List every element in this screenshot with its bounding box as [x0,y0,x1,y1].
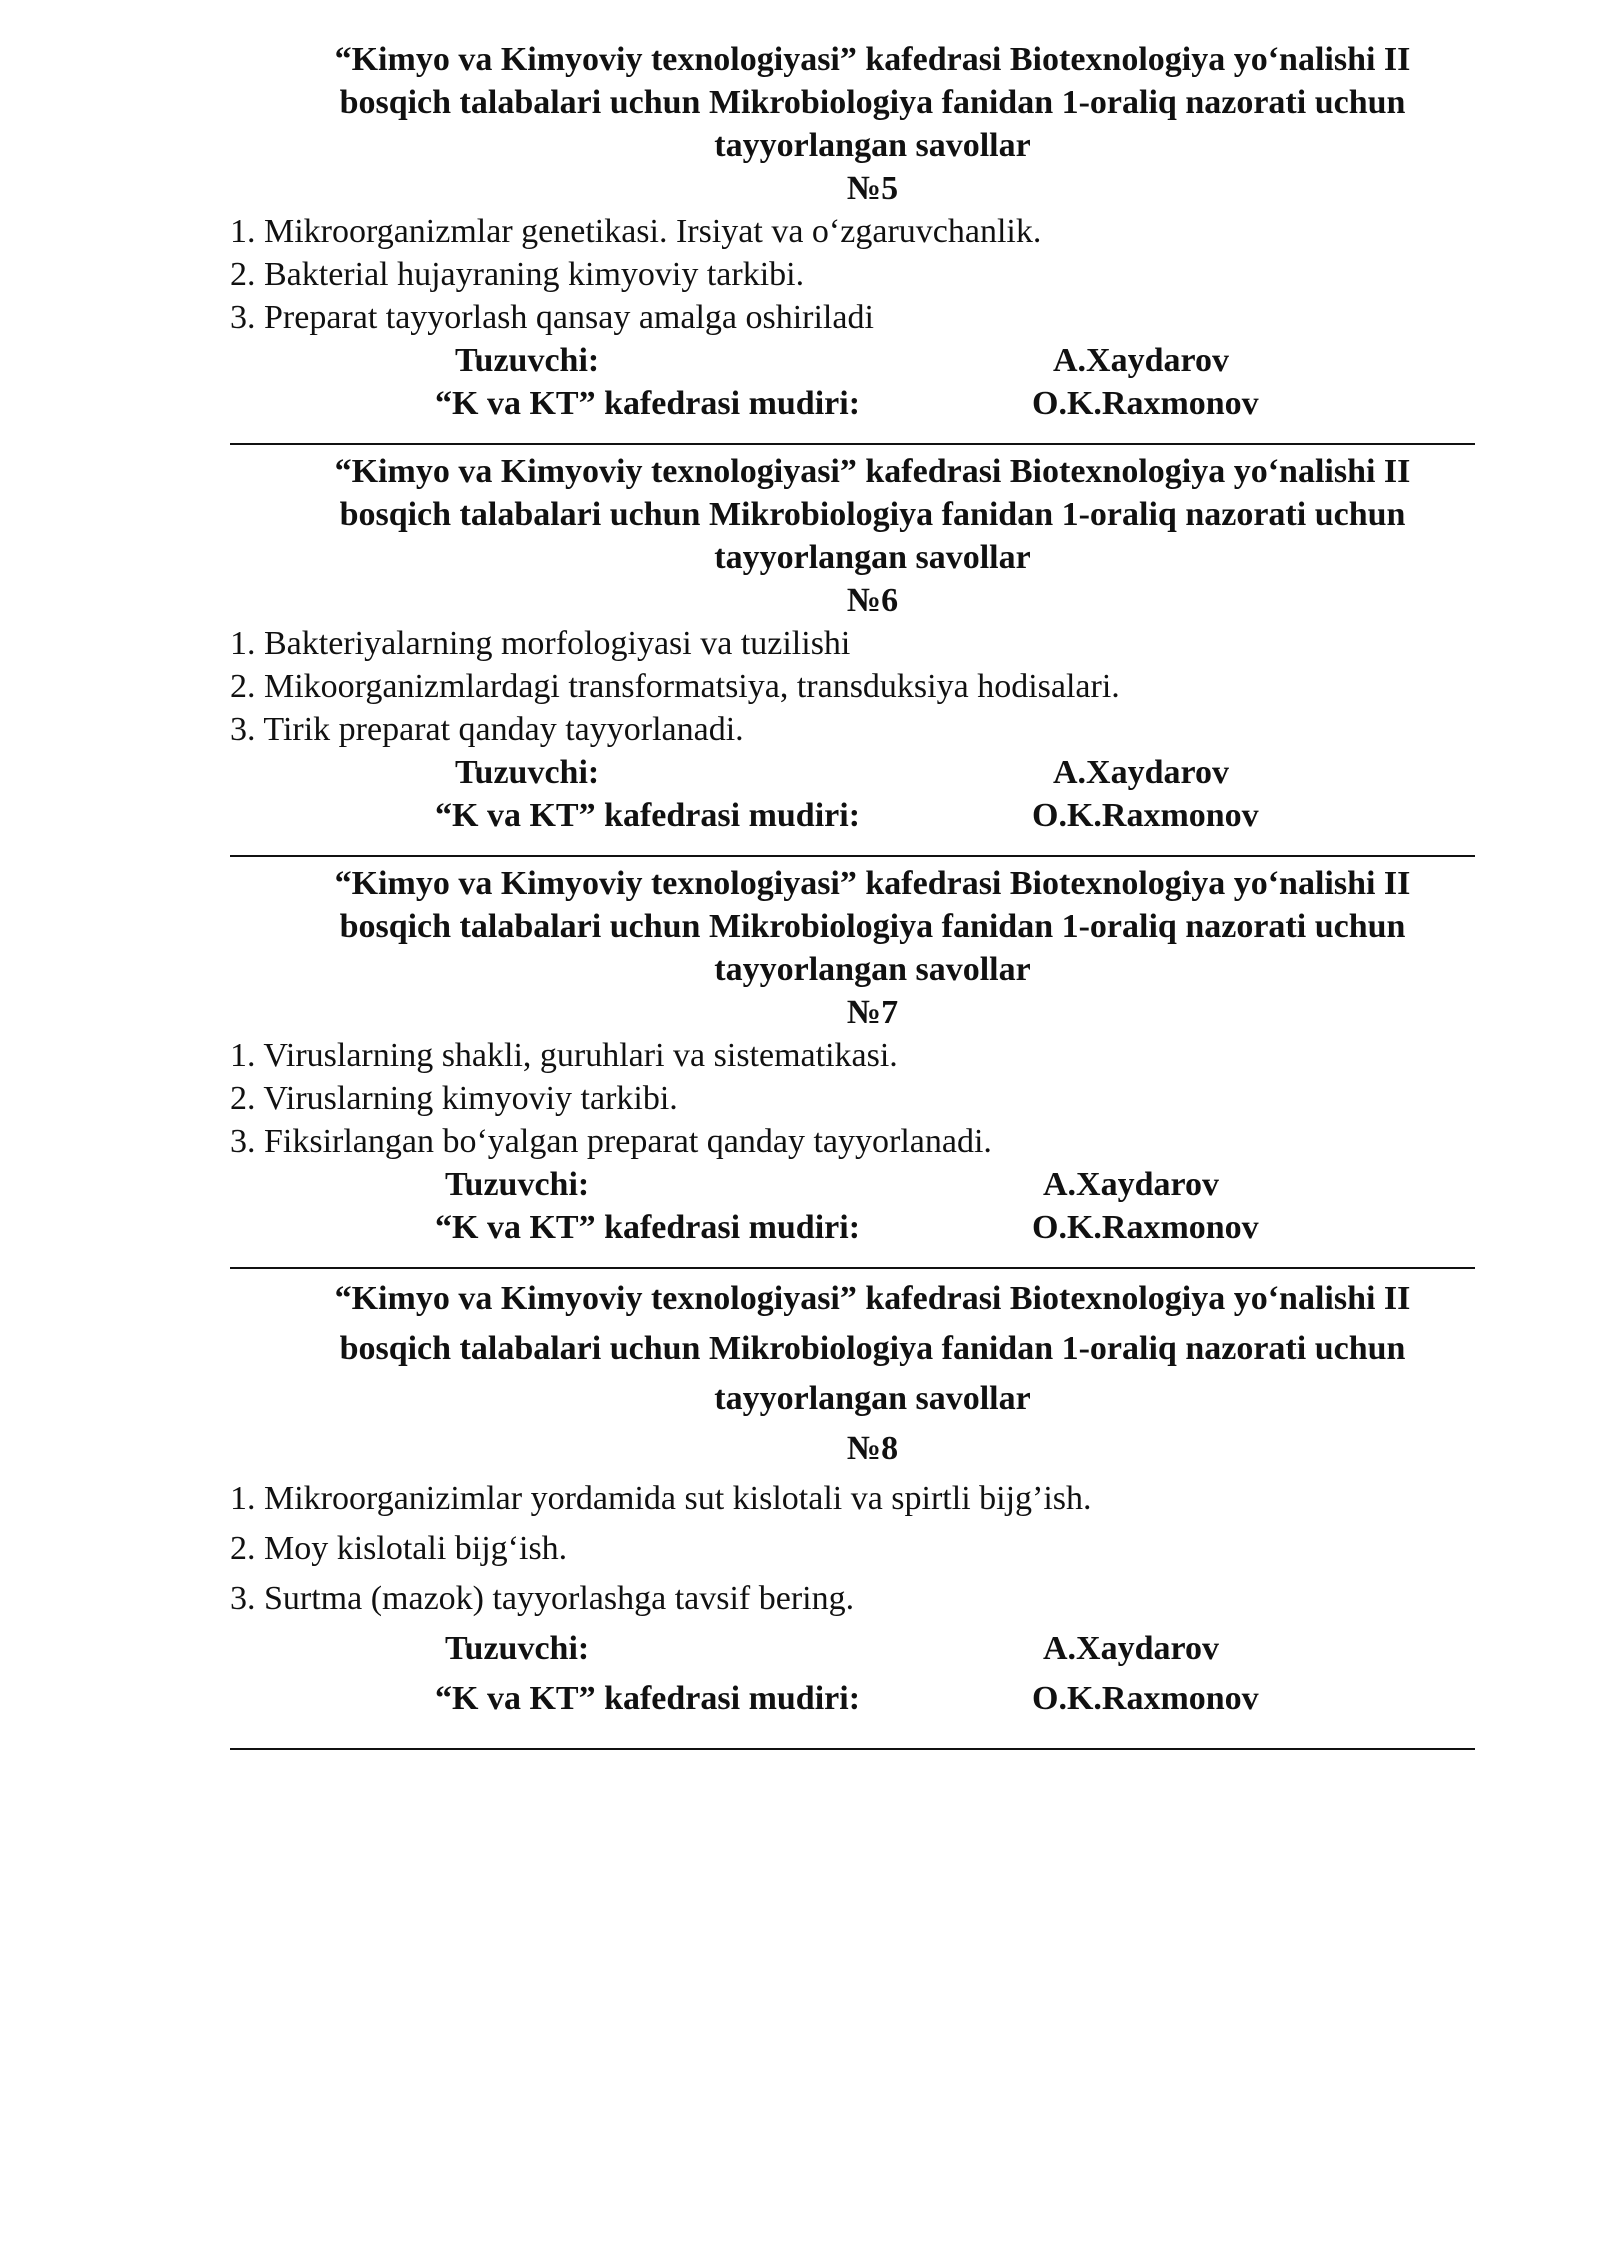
divider-line [230,443,1475,445]
ticket-number: №6 [846,582,899,619]
question-item: 1. Bakteriyalarning morfologiyasi va tuzilishi [230,625,851,662]
head-signature-row [230,382,1475,425]
author-name: A.Xaydarov [1053,754,1229,791]
head-name: O.K.Raxmonov [1032,385,1259,422]
header-line-1: “Kimyo va Kimyoviy texnologiyasi” kafedrasi Biotexnologiya yo‘nalishi II [334,453,1411,490]
header-line-3: tayyorlangan savollar [714,951,1031,988]
ticket-header [230,38,1475,167]
divider-line [230,1748,1475,1750]
ticket-number: №8 [846,1430,899,1467]
question-list [230,1474,1475,1624]
author-signature-row [230,751,1475,794]
author-label: Tuzuvchi: [445,1166,590,1203]
question-item: 2. Mikoorganizmlardagi transformatsiya, transduksiya hodisalari. [230,668,1120,705]
author-signature-row [230,1163,1475,1206]
divider-line [230,855,1475,857]
header-line-1: “Kimyo va Kimyoviy texnologiyasi” kafedrasi Biotexnologiya yo‘nalishi II [334,41,1411,78]
question-item: 3. Fiksirlangan bo‘yalgan preparat qanday tayyorlanadi. [230,1123,992,1160]
question-list [230,1034,1475,1163]
header-line-3: tayyorlangan savollar [714,539,1031,576]
head-signature-row [230,1206,1475,1249]
head-signature-row [230,794,1475,837]
head-label: “K va KT” kafedrasi mudiri: [435,385,861,422]
ticket-7 [230,862,1475,1269]
header-line-2: bosqich talabalari uchun Mikrobiologiya fanidan 1-oraliq nazorati uchun [339,908,1406,945]
question-list [230,622,1475,751]
head-signature-row [230,1674,1475,1724]
ticket-header [230,450,1475,579]
header-line-1: “Kimyo va Kimyoviy texnologiyasi” kafedrasi Biotexnologiya yo‘nalishi II [334,865,1411,902]
author-name: A.Xaydarov [1053,342,1229,379]
header-line-3: tayyorlangan savollar [714,127,1031,164]
question-item: 1. Mikroorganizmlar genetikasi. Irsiyat va o‘zgaruvchanlik. [230,213,1042,250]
ticket-6 [230,450,1475,857]
head-name: O.K.Raxmonov [1032,797,1259,834]
question-item: 2. Bakterial hujayraning kimyoviy tarkibi. [230,256,805,293]
header-line-2: bosqich talabalari uchun Mikrobiologiya fanidan 1-oraliq nazorati uchun [339,496,1406,533]
question-item: 3. Tirik preparat qanday tayyorlanadi. [230,711,744,748]
question-list [230,210,1475,339]
question-item: 3. Surtma (mazok) tayyorlashga tavsif bering. [230,1580,855,1617]
document-page [230,38,1475,1755]
author-name: A.Xaydarov [1043,1630,1219,1667]
ticket-5 [230,38,1475,445]
author-signature-row [230,339,1475,382]
ticket-number: №5 [846,170,899,207]
ticket-number: №7 [846,994,899,1031]
ticket-header [230,1274,1475,1424]
header-line-2: bosqich talabalari uchun Mikrobiologiya fanidan 1-oraliq nazorati uchun [339,1330,1406,1367]
ticket-8 [230,1274,1475,1750]
author-label: Tuzuvchi: [445,1630,590,1667]
head-label: “K va KT” kafedrasi mudiri: [435,797,861,834]
head-name: O.K.Raxmonov [1032,1680,1259,1717]
question-item: 2. Moy kislotali bijg‘ish. [230,1530,568,1567]
head-label: “K va KT” kafedrasi mudiri: [435,1680,861,1717]
header-line-3: tayyorlangan savollar [714,1380,1031,1417]
ticket-header [230,862,1475,991]
question-item: 1. Mikroorganizimlar yordamida sut kislotali va spirtli bijg’ish. [230,1480,1092,1517]
header-line-2: bosqich talabalari uchun Mikrobiologiya fanidan 1-oraliq nazorati uchun [339,84,1406,121]
question-item: 3. Preparat tayyorlash qansay amalga oshiriladi [230,299,874,336]
question-item: 1. Viruslarning shakli, guruhlari va sistematikasi. [230,1037,898,1074]
divider-line [230,1267,1475,1269]
author-label: Tuzuvchi: [455,342,600,379]
author-signature-row [230,1624,1475,1674]
head-label: “K va KT” kafedrasi mudiri: [435,1209,861,1246]
head-name: O.K.Raxmonov [1032,1209,1259,1246]
header-line-1: “Kimyo va Kimyoviy texnologiyasi” kafedrasi Biotexnologiya yo‘nalishi II [334,1280,1411,1317]
author-label: Tuzuvchi: [455,754,600,791]
question-item: 2. Viruslarning kimyoviy tarkibi. [230,1080,678,1117]
author-name: A.Xaydarov [1043,1166,1219,1203]
